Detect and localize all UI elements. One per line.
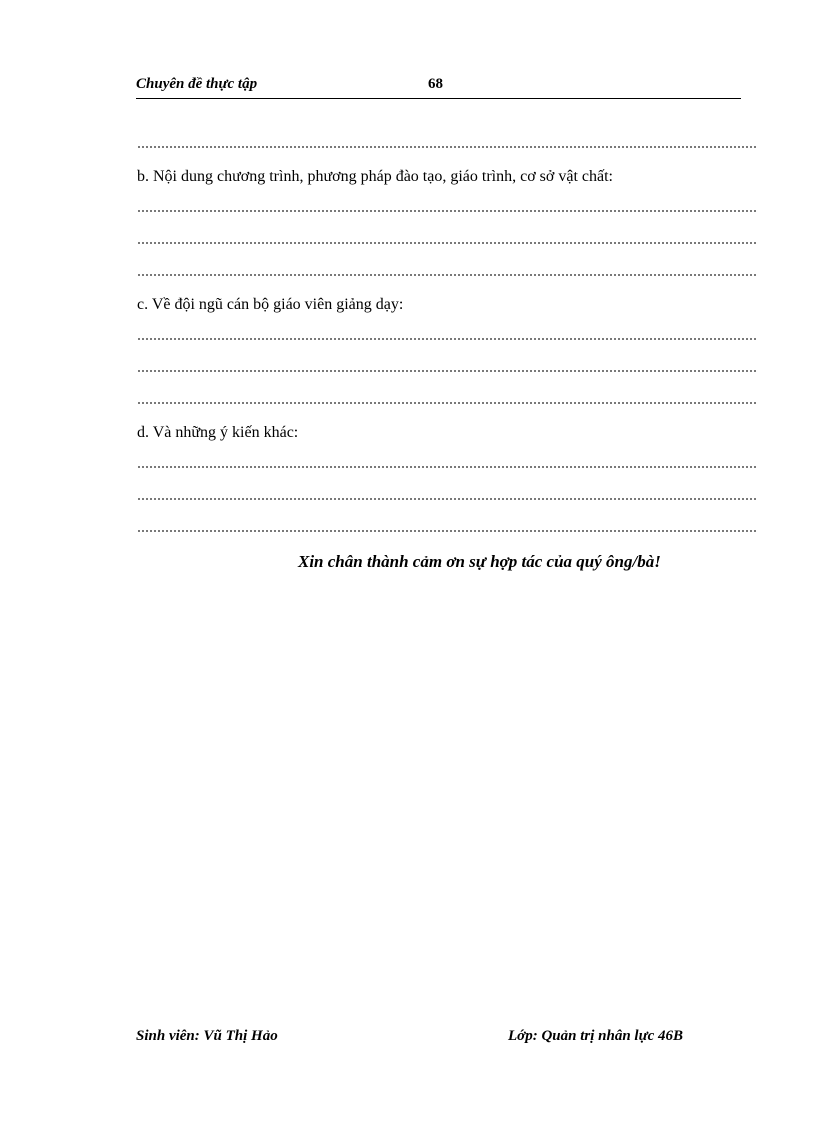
page-header (136, 76, 741, 99)
answer-line (137, 353, 758, 385)
survey-content (137, 129, 758, 545)
answer-line (137, 257, 758, 289)
header-title: Chuyên đề thực tập (136, 76, 258, 92)
question-d: d. Và những ý kiến khác: (137, 424, 299, 441)
answer-line (137, 129, 758, 161)
answer-line (137, 481, 758, 513)
answer-line (137, 449, 758, 481)
answer-line (137, 225, 758, 257)
answer-line (137, 193, 758, 225)
footer-class: Lớp: Quản trị nhân lực 46B (508, 1028, 683, 1044)
closing-thanks: Xin chân thành cảm ơn sự hợp tác của quý ông/bà! (298, 552, 661, 571)
page-number: 68 (428, 76, 443, 92)
answer-line (137, 321, 758, 353)
question-b: b. Nội dung chương trình, phương pháp đào tạo, giáo trình, cơ sở vật chất: (137, 168, 613, 185)
answer-line (137, 385, 758, 417)
question-c: c. Về đội ngũ cán bộ giáo viên giảng dạy: (137, 296, 404, 313)
answer-line (137, 513, 758, 545)
footer-student: Sinh viên: Vũ Thị Hảo (136, 1028, 278, 1044)
